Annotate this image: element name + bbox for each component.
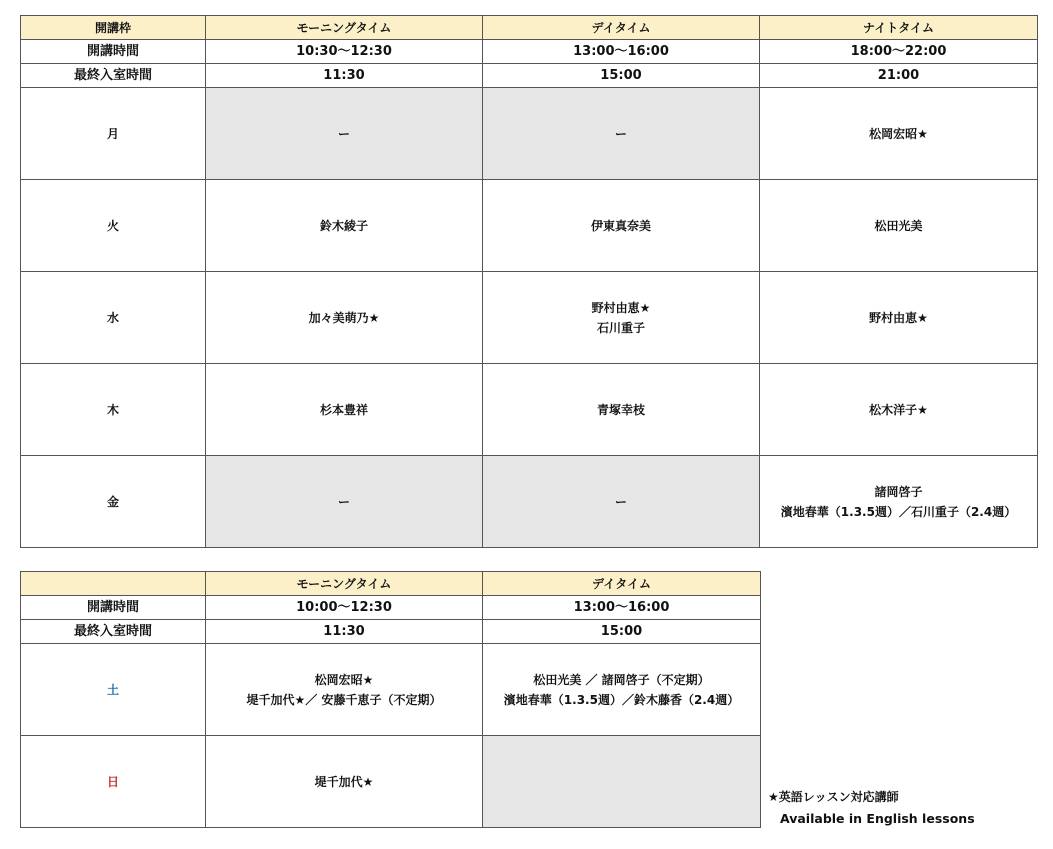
last-entry-night: 21:00: [760, 64, 1038, 88]
cell-thursday-night: [760, 364, 1038, 456]
teacher-name: 松田光美 ／ 諸岡啓子（不定期）: [533, 672, 710, 687]
footnote-jp: ★英語レッスン対応講師: [768, 790, 899, 804]
teacher-name: 堤千加代★: [314, 774, 374, 789]
teacher-name: 伊東真奈美: [590, 218, 651, 233]
teacher-name: 堤千加代★／ 安藤千恵子（不定期）: [246, 692, 442, 707]
teacher-name: ー: [337, 494, 350, 509]
teacher-name: 松岡宏昭★: [314, 672, 374, 687]
weekday-header-row: [21, 16, 1038, 40]
day-label-friday: 金: [21, 456, 206, 548]
last-entry-morning: 11:30: [206, 64, 483, 88]
cell-saturday-morning: [206, 644, 483, 736]
row-saturday: [21, 644, 761, 736]
cell-tuesday-night: [760, 180, 1038, 272]
cell-thursday-day: [483, 364, 760, 456]
slot-label: 開講枠: [21, 16, 206, 40]
cell-wednesday-morning: [206, 272, 483, 364]
last-entry-label: 最終入室時間: [21, 64, 206, 88]
day-label-monday: 月: [21, 88, 206, 180]
teacher-name: 石川重子: [596, 320, 645, 335]
teacher-name: 加々美萌乃★: [308, 310, 380, 325]
cell-sunday-day: [483, 736, 761, 828]
footnote-en: Available in English lessons: [780, 811, 975, 826]
teacher-name: 松田光美: [874, 218, 923, 233]
teacher-name: 濱地春華（1.3.5週）／石川重子（2.4週）: [780, 504, 1017, 519]
day-label-sunday: 日: [21, 736, 206, 828]
weekend-last-entry-morning: 11:30: [206, 620, 483, 644]
cell-monday-morning: [206, 88, 483, 180]
teacher-name: 鈴木綾子: [319, 218, 368, 233]
cell-thursday-morning: [206, 364, 483, 456]
weekend-slot-label-empty: [21, 572, 206, 596]
cell-monday-day: [483, 88, 760, 180]
teacher-name: 野村由恵★: [869, 310, 928, 325]
weekend-schedule-table: [20, 571, 761, 828]
weekday-schedule-table: [20, 15, 1038, 548]
teacher-name: 青塚幸枝: [596, 402, 645, 417]
teacher-name: ー: [614, 126, 627, 141]
weekday-last-entry-row: [21, 64, 1038, 88]
cell-tuesday-day: [483, 180, 760, 272]
weekend-col-day: デイタイム: [483, 572, 761, 596]
cell-friday-morning: [206, 456, 483, 548]
weekend-hours-day: 13:00～16:00: [483, 596, 761, 620]
weekend-hours-morning: 10:00～12:30: [206, 596, 483, 620]
day-label-thursday: 木: [21, 364, 206, 456]
teacher-name: ー: [614, 494, 627, 509]
teacher-name: 野村由恵★: [591, 300, 651, 315]
day-label-tuesday: 火: [21, 180, 206, 272]
col-day: デイタイム: [483, 16, 760, 40]
weekend-header-row: [21, 572, 761, 596]
cell-wednesday-night: [760, 272, 1038, 364]
weekend-col-morning: モーニングタイム: [206, 572, 483, 596]
col-morning: モーニングタイム: [206, 16, 483, 40]
row-monday: [21, 88, 1038, 180]
teacher-name: ー: [337, 126, 350, 141]
row-tuesday: [21, 180, 1038, 272]
teacher-name: 松岡宏昭★: [869, 126, 928, 141]
hours-day: 13:00～16:00: [483, 40, 760, 64]
teacher-name: 杉本豊祥: [319, 402, 368, 417]
teacher-name: 松木洋子★: [869, 402, 928, 417]
day-label-wednesday: 水: [21, 272, 206, 364]
hours-morning: 10:30～12:30: [206, 40, 483, 64]
weekend-hours-label: 開講時間: [21, 596, 206, 620]
col-night: ナイトタイム: [760, 16, 1038, 40]
row-thursday: [21, 364, 1038, 456]
teacher-name: 濱地春華（1.3.5週）／鈴木藤香（2.4週）: [503, 692, 740, 707]
weekend-last-entry-label: 最終入室時間: [21, 620, 206, 644]
cell-friday-day: [483, 456, 760, 548]
weekday-hours-row: [21, 40, 1038, 64]
row-friday: [21, 456, 1038, 548]
row-wednesday: [21, 272, 1038, 364]
teacher-name: 諸岡啓子: [874, 484, 923, 499]
cell-sunday-morning: [206, 736, 483, 828]
cell-tuesday-morning: [206, 180, 483, 272]
cell-wednesday-day: [483, 272, 760, 364]
last-entry-day: 15:00: [483, 64, 760, 88]
weekend-hours-row: [21, 596, 761, 620]
day-label-saturday: 土: [21, 644, 206, 736]
hours-label: 開講時間: [21, 40, 206, 64]
footnote: [768, 787, 975, 829]
weekend-last-entry-row: [21, 620, 761, 644]
cell-friday-night: [760, 456, 1038, 548]
weekend-last-entry-day: 15:00: [483, 620, 761, 644]
cell-saturday-day: [483, 644, 761, 736]
hours-night: 18:00～22:00: [760, 40, 1038, 64]
cell-monday-night: [760, 88, 1038, 180]
row-sunday: [21, 736, 761, 828]
